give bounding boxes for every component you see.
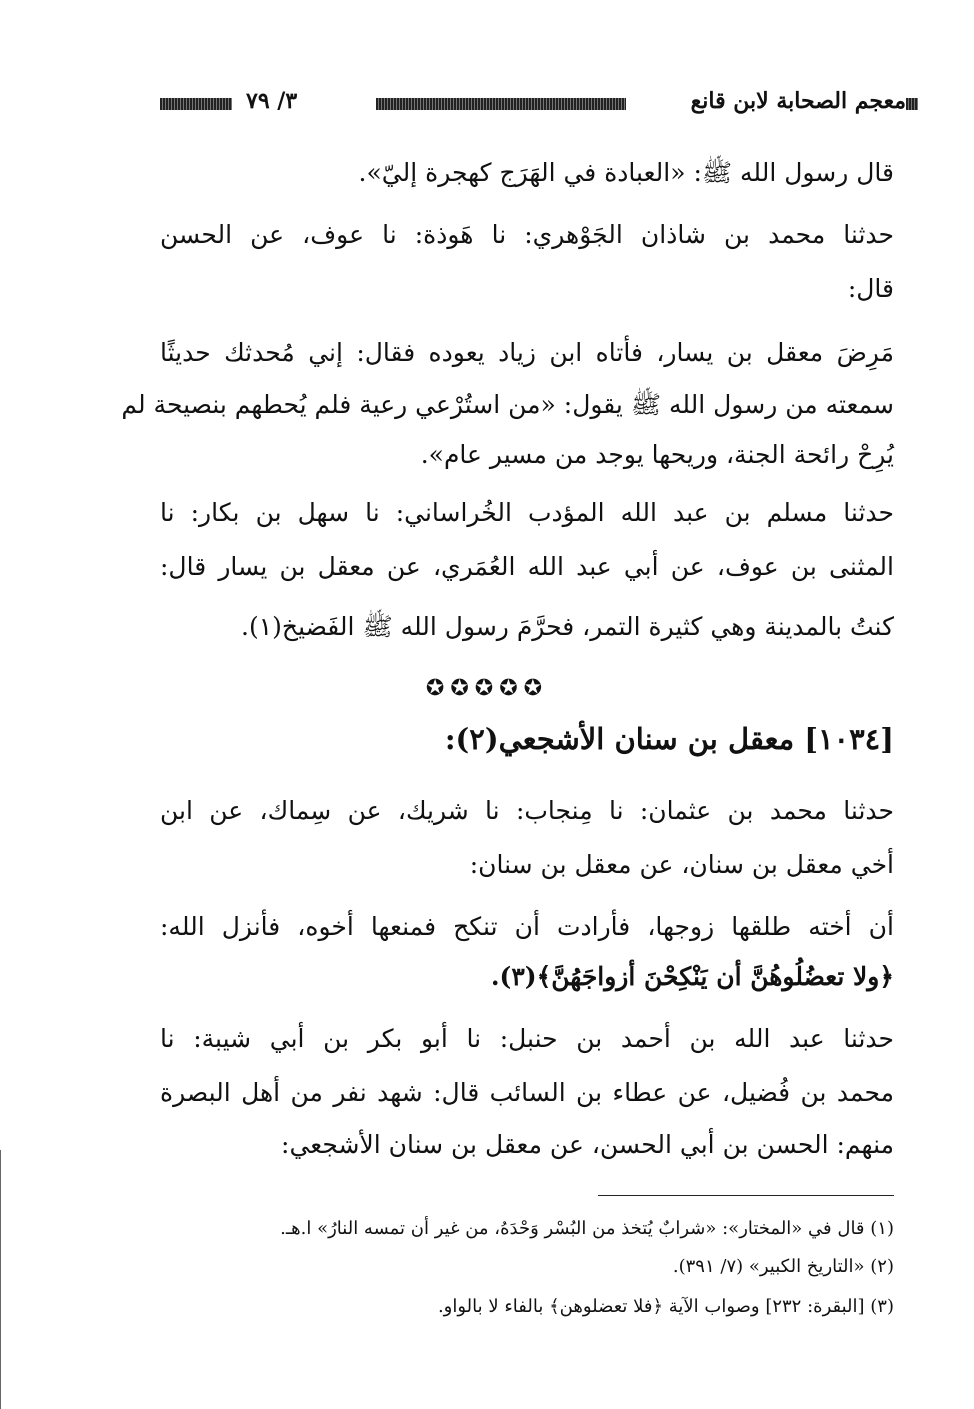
text-line: حدثنا محمد بن عثمان: نا مِنجاب: نا شريك، عن سِماك، عن ابن xyxy=(160,796,894,825)
book-title: معجم الصحابة لابن قانع xyxy=(690,88,906,114)
text-line: حدثنا محمد بن شاذان الجَوْهري: نا هَوذة: نا عوف، عن الحسن xyxy=(160,220,894,249)
text-line: أن أخته طلقها زوجها، فأرادت أن تنكح فمنعها أخوه، فأنزل الله: xyxy=(160,912,894,941)
text-line: قال: xyxy=(847,274,894,303)
text-line: حدثنا مسلم بن عبد الله المؤدب الخُراساني: نا سهل بن بكار: نا xyxy=(160,498,894,527)
header-ornament-bar xyxy=(376,98,626,110)
section-separator: ✪✪✪✪✪ xyxy=(425,676,549,701)
header-ornament-bar xyxy=(906,98,918,110)
text-line: سمعته من رسول الله ﷺ يقول: «من استُرْعي رعية فلم يُحطهم بنصيحة لم xyxy=(121,390,894,419)
footnote-divider xyxy=(598,1195,894,1196)
quran-verse: ﴿ولا تعضُلُوهُنَّ أن يَنْكِحْنَ أزواجَهُنَّ﴾(٣). xyxy=(490,962,894,991)
header-ornament-bar xyxy=(160,98,232,110)
text-line: يُرِحْ رائحة الجنة، وريحها يوجد من مسير عام». xyxy=(420,440,894,469)
footnote: (١) قال في «المختار»: «شرابٌ يُتخذ من البُسْر وَحْدَهُ، من غير أن تمسه النارُ» ا.هـ. xyxy=(280,1218,894,1239)
scan-edge-line xyxy=(0,1150,1,1409)
text-line: كنتُ بالمدينة وهي كثيرة التمر، فحرَّمَ رسول الله ﷺ الفَضيخ(١). xyxy=(241,612,894,641)
text-line: حدثنا عبد الله بن أحمد بن حنبل: نا أبو بكر بن أبي شيبة: نا xyxy=(160,1024,894,1053)
footnote: (٢) «التاريخ الكبير» (٧/ ٣٩١). xyxy=(672,1256,894,1277)
text-line: منهم: الحسن بن أبي الحسن، عن معقل بن سنان الأشجعي: xyxy=(281,1130,894,1159)
page-number: ٣/ ٧٩ xyxy=(246,88,298,114)
text-line: قال رسول الله ﷺ: «العبادة في الهَرَج كهجرة إليّ». xyxy=(358,158,894,187)
running-header xyxy=(160,88,906,122)
text-line: أخي معقل بن سنان، عن معقل بن سنان: xyxy=(469,850,894,879)
entry-heading: [١٠٣٤] معقل بن سنان الأشجعي(٢): xyxy=(444,722,894,756)
text-line: مَرِضَ معقل بن يسار، فأتاه ابن زياد يعوده فقال: إني مُحدثك حديثًا xyxy=(160,338,894,367)
text-line: محمد بن فُضيل، عن عطاء بن السائب قال: شهد نفر من أهل البصرة xyxy=(160,1078,894,1107)
footnote: (٣) [البقرة: ٢٣٢] وصواب الآية ﴿فلا تعضلوهن﴾ بالفاء لا بالواو. xyxy=(437,1296,894,1317)
text-line: المثنى بن عوف، عن أبي عبد الله العُمَري، عن معقل بن يسار قال: xyxy=(160,552,894,581)
